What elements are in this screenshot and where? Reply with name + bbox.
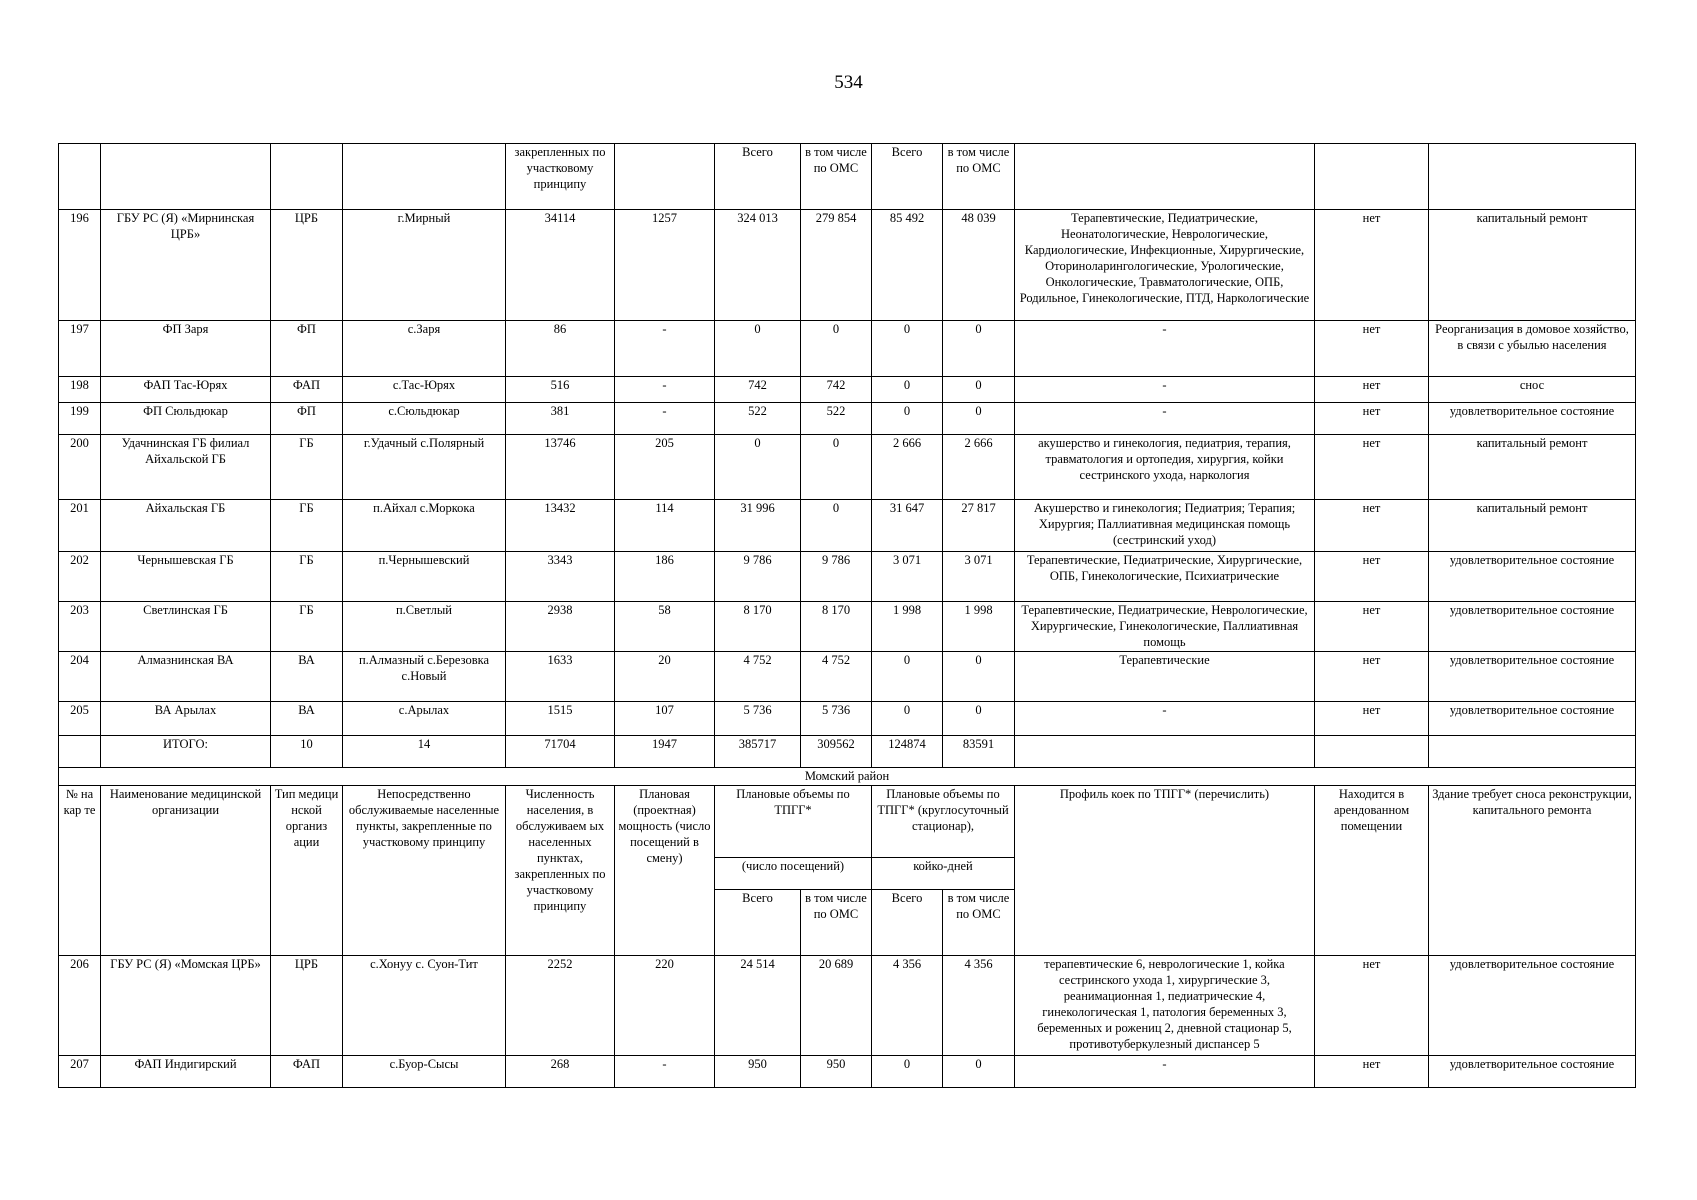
cell-population: 34114 — [506, 210, 615, 321]
cell-rented: нет — [1315, 403, 1429, 435]
cell-beds-oms: 1 998 — [943, 602, 1015, 652]
header-condition: Здание требует сноса реконструкции, капитального ремонта — [1429, 786, 1636, 956]
cell-settlements: с.Заря — [343, 321, 506, 377]
cell-profile: Терапевтические, Педиатрические, Неонатологические, Неврологические, Кардиологические, Инфекционные, Хирургические, Оториноларингологические, Урологические, Онкологические, Травматологические, ОПБ, Родильное, Гинекологические, ПТД, Наркологические — [1015, 210, 1315, 321]
cell-population: 3343 — [506, 552, 615, 602]
cell-rented: нет — [1315, 652, 1429, 702]
total-capacity: 1947 — [615, 736, 715, 768]
cell-profile: Терапевтические — [1015, 652, 1315, 702]
cell-profile: Терапевтические, Педиатрические, Хирургические, ОПБ, Гинекологические, Психиатрические — [1015, 552, 1315, 602]
cell-num: 198 — [59, 377, 101, 403]
cell-visits-oms: 4 752 — [801, 652, 872, 702]
continued-header-row — [59, 144, 1636, 210]
cell-capacity: 220 — [615, 956, 715, 1056]
cell-settlements: г.Мирный — [343, 210, 506, 321]
header-beds: Плановые объемы по ТПГГ* (круглосуточный стационар), — [872, 786, 1015, 858]
total-num — [59, 736, 101, 768]
cell-settlements: с.Тас-Юрях — [343, 377, 506, 403]
cell-rented: нет — [1315, 435, 1429, 500]
cell-capacity: 58 — [615, 602, 715, 652]
cell-type: ФП — [271, 403, 343, 435]
header-visits-unit: (число посещений) — [715, 858, 872, 890]
cell-population: 13746 — [506, 435, 615, 500]
cell-profile: - — [1015, 377, 1315, 403]
cell-type: ГБ — [271, 435, 343, 500]
cell-profile: - — [1015, 702, 1315, 736]
cell-visits-total: 4 752 — [715, 652, 801, 702]
total-beds-total: 124874 — [872, 736, 943, 768]
cell-beds-total: 1 998 — [872, 602, 943, 652]
cell-condition: удовлетворительное состояние — [1429, 652, 1636, 702]
header-population-tail: закрепленных по участковому принципу — [506, 144, 615, 210]
cell-beds-total: 0 — [872, 1056, 943, 1088]
cell-visits-oms: 5 736 — [801, 702, 872, 736]
cell-num: 200 — [59, 435, 101, 500]
cell-visits-total: 0 — [715, 435, 801, 500]
cell-name: Чернышевская ГБ — [101, 552, 271, 602]
cell-capacity: 114 — [615, 500, 715, 552]
cell-population: 381 — [506, 403, 615, 435]
table-row — [59, 602, 1636, 652]
cell-type: ГБ — [271, 500, 343, 552]
cell-name: ФП Заря — [101, 321, 271, 377]
cell-settlements: с.Арылах — [343, 702, 506, 736]
header-visits: Плановые объемы по ТПГГ* — [715, 786, 872, 858]
cell-beds-total: 0 — [872, 403, 943, 435]
cell-name: ФП Сюльдюкар — [101, 403, 271, 435]
cell-beds-total: 0 — [872, 377, 943, 403]
cell-visits-oms: 522 — [801, 403, 872, 435]
section-title: Момский район — [59, 768, 1636, 786]
cell-settlements: г.Удачный с.Полярный — [343, 435, 506, 500]
cell-settlements: п.Чернышевский — [343, 552, 506, 602]
cell-settlements: с.Сюльдюкар — [343, 403, 506, 435]
total-settlements: 14 — [343, 736, 506, 768]
cell-rented: нет — [1315, 552, 1429, 602]
cell-name: ГБУ РС (Я) «Мирнинская ЦРБ» — [101, 210, 271, 321]
cell-population: 1633 — [506, 652, 615, 702]
cell-beds-total: 0 — [872, 702, 943, 736]
cell-name: Алмазнинская ВА — [101, 652, 271, 702]
cell-beds-oms: 4 356 — [943, 956, 1015, 1056]
cell-beds-oms: 3 071 — [943, 552, 1015, 602]
cell-beds-total: 31 647 — [872, 500, 943, 552]
cell-condition: снос — [1429, 377, 1636, 403]
header-beds-total: Всего — [872, 144, 943, 210]
cell-beds-total: 85 492 — [872, 210, 943, 321]
total-population: 71704 — [506, 736, 615, 768]
cell-type: ГБ — [271, 552, 343, 602]
cell-capacity: 20 — [615, 652, 715, 702]
cell-visits-oms: 9 786 — [801, 552, 872, 602]
cell-condition: Реорганизация в домовое хозяйство, в связи с убылью населения — [1429, 321, 1636, 377]
cell-condition: удовлетворительное состояние — [1429, 1056, 1636, 1088]
cell-capacity: 1257 — [615, 210, 715, 321]
total-type: 10 — [271, 736, 343, 768]
table-row — [59, 1056, 1636, 1088]
total-visits-oms: 309562 — [801, 736, 872, 768]
cell-condition: удовлетворительное состояние — [1429, 552, 1636, 602]
cell-condition: удовлетворительное состояние — [1429, 702, 1636, 736]
header-visits-total: Всего — [715, 890, 801, 956]
cell-condition: удовлетворительное состояние — [1429, 956, 1636, 1056]
cell-num: 207 — [59, 1056, 101, 1088]
cell-visits-oms: 20 689 — [801, 956, 872, 1056]
cell-capacity: 107 — [615, 702, 715, 736]
header-row — [59, 786, 1636, 858]
cell-visits-oms: 8 170 — [801, 602, 872, 652]
cell-population: 268 — [506, 1056, 615, 1088]
cell-name: ГБУ РС (Я) «Момская ЦРБ» — [101, 956, 271, 1056]
cell-capacity: - — [615, 403, 715, 435]
cell-beds-oms: 0 — [943, 321, 1015, 377]
header-beds-total: Всего — [872, 890, 943, 956]
cell-population: 13432 — [506, 500, 615, 552]
header-beds-oms: в том числе по ОМС — [943, 144, 1015, 210]
cell-beds-oms: 0 — [943, 403, 1015, 435]
cell-beds-oms: 0 — [943, 377, 1015, 403]
cell-population: 2938 — [506, 602, 615, 652]
hospitals-table — [58, 143, 1636, 1088]
cell-capacity: - — [615, 321, 715, 377]
cell-visits-oms: 742 — [801, 377, 872, 403]
cell-profile: - — [1015, 1056, 1315, 1088]
cell-profile: терапевтические 6, неврологические 1, койка сестринского ухода 1, хирургические 3, реанимационная 1, педиатрические 4, гинекологическая 1, патология беременных 3, беременных и рожениц 2, дневной стационар 5, противотуберкулезный диспансер 5 — [1015, 956, 1315, 1056]
cell-type: ГБ — [271, 602, 343, 652]
cell-beds-total: 2 666 — [872, 435, 943, 500]
cell-population: 2252 — [506, 956, 615, 1056]
cell-condition: капитальный ремонт — [1429, 500, 1636, 552]
cell-num: 205 — [59, 702, 101, 736]
cell-visits-total: 24 514 — [715, 956, 801, 1056]
cell-num: 201 — [59, 500, 101, 552]
header-beds-oms: в том числе по ОМС — [943, 890, 1015, 956]
cell-visits-total: 8 170 — [715, 602, 801, 652]
cell-beds-total: 4 356 — [872, 956, 943, 1056]
cell-name: ФАП Тас-Юрях — [101, 377, 271, 403]
cell-name: ФАП Индигирский — [101, 1056, 271, 1088]
cell-type: ФАП — [271, 377, 343, 403]
cell-num: 197 — [59, 321, 101, 377]
cell-profile: - — [1015, 403, 1315, 435]
cell-beds-oms: 27 817 — [943, 500, 1015, 552]
cell-num: 196 — [59, 210, 101, 321]
cell-profile: Терапевтические, Педиатрические, Неврологические, Хирургические, Гинекологические, Паллиативная помощь — [1015, 602, 1315, 652]
cell-profile: акушерство и гинекология, педиатрия, терапия, травматология и ортопедия, хирургия, койки сестринского ухода, наркология — [1015, 435, 1315, 500]
cell-settlements: с.Буор-Сысы — [343, 1056, 506, 1088]
cell-num: 203 — [59, 602, 101, 652]
cell-visits-total: 5 736 — [715, 702, 801, 736]
header-num: № на кар те — [59, 786, 101, 956]
cell-visits-oms: 0 — [801, 500, 872, 552]
cell-visits-oms: 0 — [801, 321, 872, 377]
cell-rented: нет — [1315, 956, 1429, 1056]
header-visits-oms: в том числе по ОМС — [801, 890, 872, 956]
cell-name: ВА Арылах — [101, 702, 271, 736]
cell-rented: нет — [1315, 602, 1429, 652]
cell-visits-total: 324 013 — [715, 210, 801, 321]
table-row — [59, 956, 1636, 1056]
cell-type: ВА — [271, 652, 343, 702]
cell-beds-total: 0 — [872, 321, 943, 377]
cell-condition: удовлетворительное состояние — [1429, 602, 1636, 652]
cell-visits-total: 0 — [715, 321, 801, 377]
cell-visits-oms: 0 — [801, 435, 872, 500]
cell-rented: нет — [1315, 377, 1429, 403]
header-name: Наименование медицинской организации — [101, 786, 271, 956]
cell-visits-total: 522 — [715, 403, 801, 435]
cell-profile: Акушерство и гинекология; Педиатрия; Терапия; Хирургия; Паллиативная медицинская помощь (сестринский уход) — [1015, 500, 1315, 552]
page-number: 534 — [834, 72, 863, 93]
header-settlements: Непосредственно обслуживаемые населенные пункты, закрепленные по участковому принципу — [343, 786, 506, 956]
cell-visits-total: 742 — [715, 377, 801, 403]
table-row — [59, 321, 1636, 377]
cell-settlements: с.Хонуу с. Суон-Тит — [343, 956, 506, 1056]
cell-type: ЦРБ — [271, 210, 343, 321]
header-type: Тип медици нской организ ации — [271, 786, 343, 956]
cell-num: 199 — [59, 403, 101, 435]
cell-visits-total: 9 786 — [715, 552, 801, 602]
cell-beds-oms: 48 039 — [943, 210, 1015, 321]
cell-visits-oms: 950 — [801, 1056, 872, 1088]
total-row — [59, 736, 1636, 768]
header-population: Численность населения, в обслуживаем ых населенных пунктах, закрепленных по участковому принципу — [506, 786, 615, 956]
cell-population: 86 — [506, 321, 615, 377]
cell-settlements: п.Айхал с.Моркока — [343, 500, 506, 552]
cell-num: 202 — [59, 552, 101, 602]
cell-rented: нет — [1315, 500, 1429, 552]
header-beds-unit: койко-дней — [872, 858, 1015, 890]
cell-name: Айхальская ГБ — [101, 500, 271, 552]
cell-settlements: п.Светлый — [343, 602, 506, 652]
cell-beds-total: 0 — [872, 652, 943, 702]
cell-rented: нет — [1315, 1056, 1429, 1088]
header-visits-total: Всего — [715, 144, 801, 210]
cell-profile: - — [1015, 321, 1315, 377]
table-row — [59, 500, 1636, 552]
cell-beds-total: 3 071 — [872, 552, 943, 602]
cell-num: 206 — [59, 956, 101, 1056]
table-row — [59, 552, 1636, 602]
cell-type: ФП — [271, 321, 343, 377]
cell-beds-oms: 0 — [943, 702, 1015, 736]
header-visits-oms: в том числе по ОМС — [801, 144, 872, 210]
cell-visits-total: 950 — [715, 1056, 801, 1088]
cell-beds-oms: 0 — [943, 1056, 1015, 1088]
cell-capacity: - — [615, 377, 715, 403]
total-profile — [1015, 736, 1315, 768]
cell-settlements: п.Алмазный с.Березовка с.Новый — [343, 652, 506, 702]
table-row — [59, 435, 1636, 500]
cell-condition: капитальный ремонт — [1429, 435, 1636, 500]
total-condition — [1429, 736, 1636, 768]
cell-visits-oms: 279 854 — [801, 210, 872, 321]
header-profile: Профиль коек по ТПГГ* (перечислить) — [1015, 786, 1315, 956]
total-beds-oms: 83591 — [943, 736, 1015, 768]
cell-capacity: - — [615, 1056, 715, 1088]
section-row — [59, 768, 1636, 786]
cell-type: ВА — [271, 702, 343, 736]
cell-condition: удовлетворительное состояние — [1429, 403, 1636, 435]
cell-capacity: 205 — [615, 435, 715, 500]
cell-name: Удачнинская ГБ филиал Айхальской ГБ — [101, 435, 271, 500]
table-row — [59, 702, 1636, 736]
header-capacity: Плановая (проектная) мощность (число посещений в смену) — [615, 786, 715, 956]
table-row — [59, 403, 1636, 435]
cell-population: 516 — [506, 377, 615, 403]
header-rented: Находится в арендованном помещении — [1315, 786, 1429, 956]
table-row — [59, 377, 1636, 403]
cell-type: ЦРБ — [271, 956, 343, 1056]
cell-rented: нет — [1315, 321, 1429, 377]
cell-capacity: 186 — [615, 552, 715, 602]
cell-rented: нет — [1315, 702, 1429, 736]
cell-population: 1515 — [506, 702, 615, 736]
cell-beds-oms: 0 — [943, 652, 1015, 702]
total-rented — [1315, 736, 1429, 768]
table-row — [59, 210, 1636, 321]
cell-beds-oms: 2 666 — [943, 435, 1015, 500]
cell-visits-total: 31 996 — [715, 500, 801, 552]
cell-condition: капитальный ремонт — [1429, 210, 1636, 321]
total-name: ИТОГО: — [101, 736, 271, 768]
cell-num: 204 — [59, 652, 101, 702]
cell-name: Светлинская ГБ — [101, 602, 271, 652]
total-visits-total: 385717 — [715, 736, 801, 768]
cell-rented: нет — [1315, 210, 1429, 321]
table-row — [59, 652, 1636, 702]
cell-type: ФАП — [271, 1056, 343, 1088]
